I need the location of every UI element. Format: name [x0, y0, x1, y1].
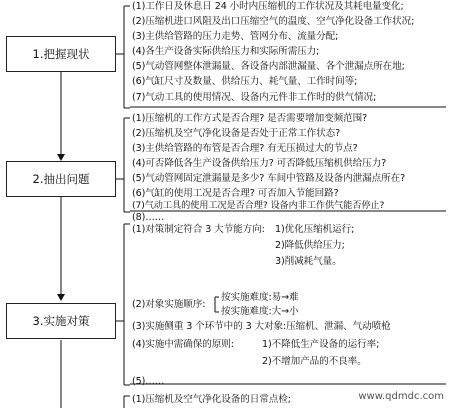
s3-item-3: (3)实施侧重 3 个环节中的 3 大对象:压缩机、泄漏、气动喷枪	[132, 321, 391, 332]
s3-item-5: (5)……	[132, 376, 165, 387]
s1-item-1: (1)工作日及休息日 24 小时内压缩机的工作状况及其耗电量变化;	[132, 1, 404, 12]
s3-item-4-opt-1: 1)不降低生产设备的运行率;	[262, 339, 380, 350]
watermark: www.qdmdc.com	[358, 391, 444, 402]
s4-item-1: (1)压缩机及空气净化设备的日常点检;	[132, 394, 291, 405]
step-3-label: 3.实施对策	[32, 314, 90, 328]
s1-item-4: (4)各生产设备实际供给压力和实际所需压力;	[132, 46, 320, 57]
s2-item-6: (6)气缸的使用工况是否合理? 可否加入节能回路?	[132, 188, 339, 199]
step-2-box	[6, 161, 116, 197]
step-1-box	[6, 36, 116, 72]
s2-item-8: (8)……	[132, 212, 165, 223]
s2-item-5: (5)气动管网固定泄漏量是多少? 车间中管路及设备内泄漏点所在?	[132, 173, 406, 184]
s2-item-4: (4)可否降低各生产设备供给压力? 可否降低压缩机供给压力?	[132, 158, 387, 169]
s3-item-1: (1)对策制定符合 3 大节能方向:	[132, 224, 265, 235]
s2-item-7: (7)气动工具的使用工况是否合理? 设备内非工作供气能否停止?	[132, 200, 385, 211]
s1-item-5: (5)气动管网整体泄漏量、各设备内部泄漏量、各个泄漏点所在地;	[132, 61, 405, 72]
step-1-label: 1.把握现状	[32, 47, 90, 61]
s3-item-2-opt-1: 按实施难度:易→难	[221, 292, 299, 303]
s3-item-4-opt-2: 2)不增加产品的不良率。	[262, 356, 367, 367]
s3-item-1-opt-1: 1)优化压缩机运行;	[275, 224, 355, 235]
s3-item-2: (2)对象实施顺序:	[132, 299, 206, 310]
s3-item-2-opt-2: 按实施难度:大→小	[221, 306, 299, 317]
s2-item-1: (1)压缩机的工作方式是否合理? 是否需要增加变频范围?	[132, 113, 368, 124]
s2-item-2: (2)压缩机及空气净化设备是否处于正常工作状态?	[132, 128, 341, 139]
s3-item-1-opt-2: 2)降低供给压力;	[275, 240, 345, 251]
s1-item-3: (3)主供给管路的压力走势、管网分布、流量分配;	[132, 31, 339, 42]
s2-item-3: (3)主供给管路的布管是否合理? 有无压损过大的节点?	[132, 143, 358, 154]
s3-item-1-opt-3: 3)削减耗气量。	[275, 256, 342, 267]
s1-item-6: (6)气缸尺寸及数量、供给压力、耗气量、工作时间等;	[132, 76, 358, 87]
s3-item-4: (4)实施中需确保的原则:	[132, 339, 234, 350]
s1-item-2: (2)压缩机进口风阻及出口压缩空气的温度、空气净化设备工作状况;	[132, 16, 415, 27]
step-3-box	[6, 303, 116, 339]
step-2-label: 2.抽出问题	[32, 172, 90, 186]
s1-item-7: (7)气动工具的使用情况、设备内元件非工作时的供气情况;	[132, 92, 377, 103]
